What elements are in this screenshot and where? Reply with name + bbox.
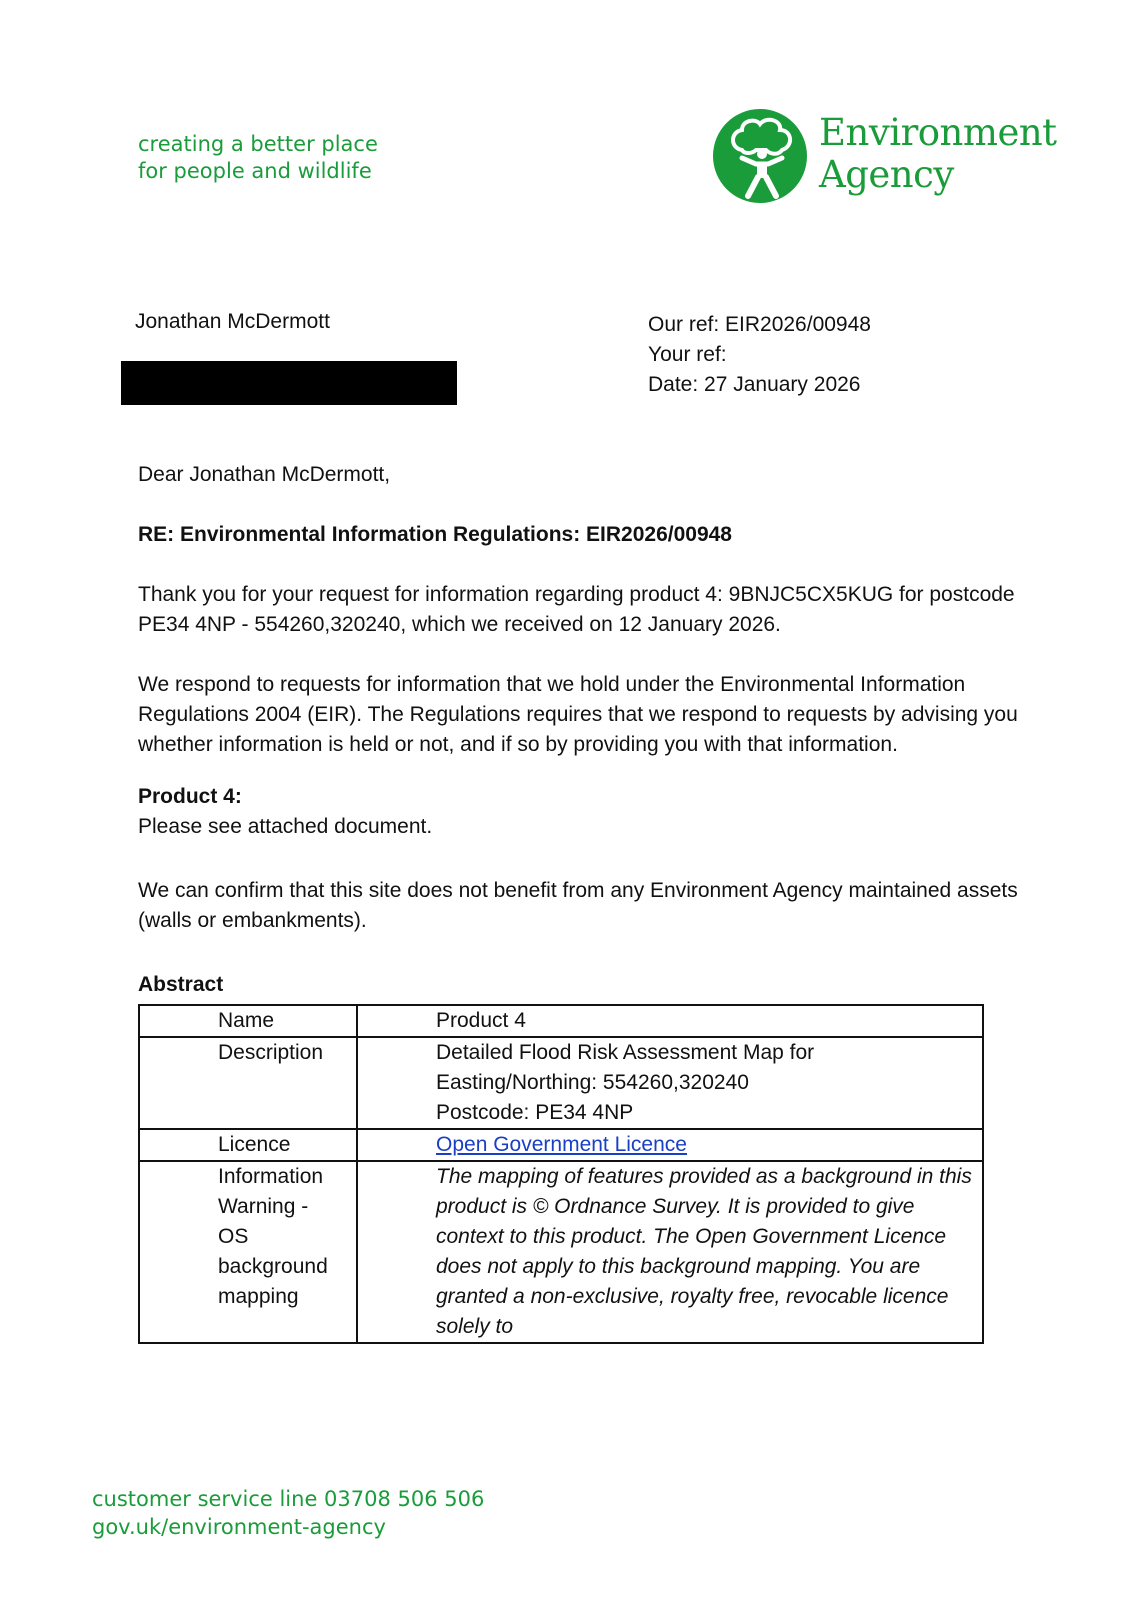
description-line-3: Postcode: PE34 4NP xyxy=(436,1101,634,1124)
paragraph-assets: We can confirm that this site does not benefit from any Environment Agency maintained assets (walls or embankments). xyxy=(138,879,1018,932)
your-ref: Your ref: xyxy=(648,343,727,366)
warning-label-line: background xyxy=(218,1255,328,1278)
warning-label-line: mapping xyxy=(218,1285,299,1308)
logo-line-1: Environment xyxy=(819,111,1057,154)
licence-label: Licence xyxy=(139,1129,357,1161)
table-row xyxy=(139,1129,983,1161)
name-label: Name xyxy=(139,1005,357,1037)
our-ref: Our ref: EIR2026/00948 xyxy=(648,313,871,336)
subject-line: RE: Environmental Information Regulations: EIR2026/00948 xyxy=(138,523,732,546)
abstract-table xyxy=(138,1004,984,1344)
warning-label-line: Information xyxy=(218,1165,324,1188)
salutation: Dear Jonathan McDermott, xyxy=(138,463,391,486)
tagline-line-1: creating a better place xyxy=(138,132,378,156)
description-value xyxy=(357,1037,983,1129)
tree-person-icon xyxy=(712,108,812,208)
redacted-address xyxy=(121,361,457,405)
table-row xyxy=(139,1005,983,1037)
warning-label xyxy=(139,1161,357,1343)
environment-agency-logo xyxy=(712,108,1072,208)
paragraph-request: Thank you for your request for information regarding product 4: 9BNJC5CX5KUG for postcode PE34 4NP - 554260,320240, which we received on 12 January 2026. xyxy=(138,583,1015,636)
warning-label-line: OS xyxy=(218,1225,249,1248)
description-line-1: Detailed Flood Risk Assessment Map for xyxy=(436,1041,815,1064)
letter-body xyxy=(138,460,1018,1344)
tagline-line-2: for people and wildlife xyxy=(138,159,372,183)
table-row xyxy=(139,1161,983,1343)
description-label: Description xyxy=(139,1037,357,1129)
footer-contact xyxy=(92,1485,484,1541)
paragraph-eir: We respond to requests for information that we hold under the Environmental Information Regulations 2004 (EIR). The Regulations requires that we respond to requests by advising you whether information is held or not, and if so by providing you with that information. xyxy=(138,673,1018,756)
product-text: Please see attached document. xyxy=(138,815,433,838)
customer-service-line: customer service line 03708 506 506 xyxy=(92,1487,485,1511)
tagline xyxy=(138,131,378,185)
product-heading: Product 4: xyxy=(138,785,242,808)
reference-block xyxy=(648,310,871,400)
warning-label-line: Warning - xyxy=(218,1195,309,1218)
website-address: gov.uk/environment-agency xyxy=(92,1515,386,1539)
letter-date: Date: 27 January 2026 xyxy=(648,373,861,396)
recipient-name: Jonathan McDermott xyxy=(135,310,330,333)
description-line-2: Easting/Northing: 554260,320240 xyxy=(436,1071,749,1094)
table-row xyxy=(139,1037,983,1129)
abstract-heading: Abstract xyxy=(138,973,224,996)
open-government-licence-link[interactable]: Open Government Licence xyxy=(436,1133,687,1156)
warning-text: The mapping of features provided as a background in this product is © Ordnance Survey. It is provided to give context to this product. The Open Government Licence does not apply to this background mapping. You are granted a non-exclusive, royalty free, revocable licence solely to xyxy=(357,1161,983,1343)
name-value: Product 4 xyxy=(357,1005,983,1037)
logo-wordmark xyxy=(819,112,1057,196)
logo-line-2: Agency xyxy=(819,153,954,196)
